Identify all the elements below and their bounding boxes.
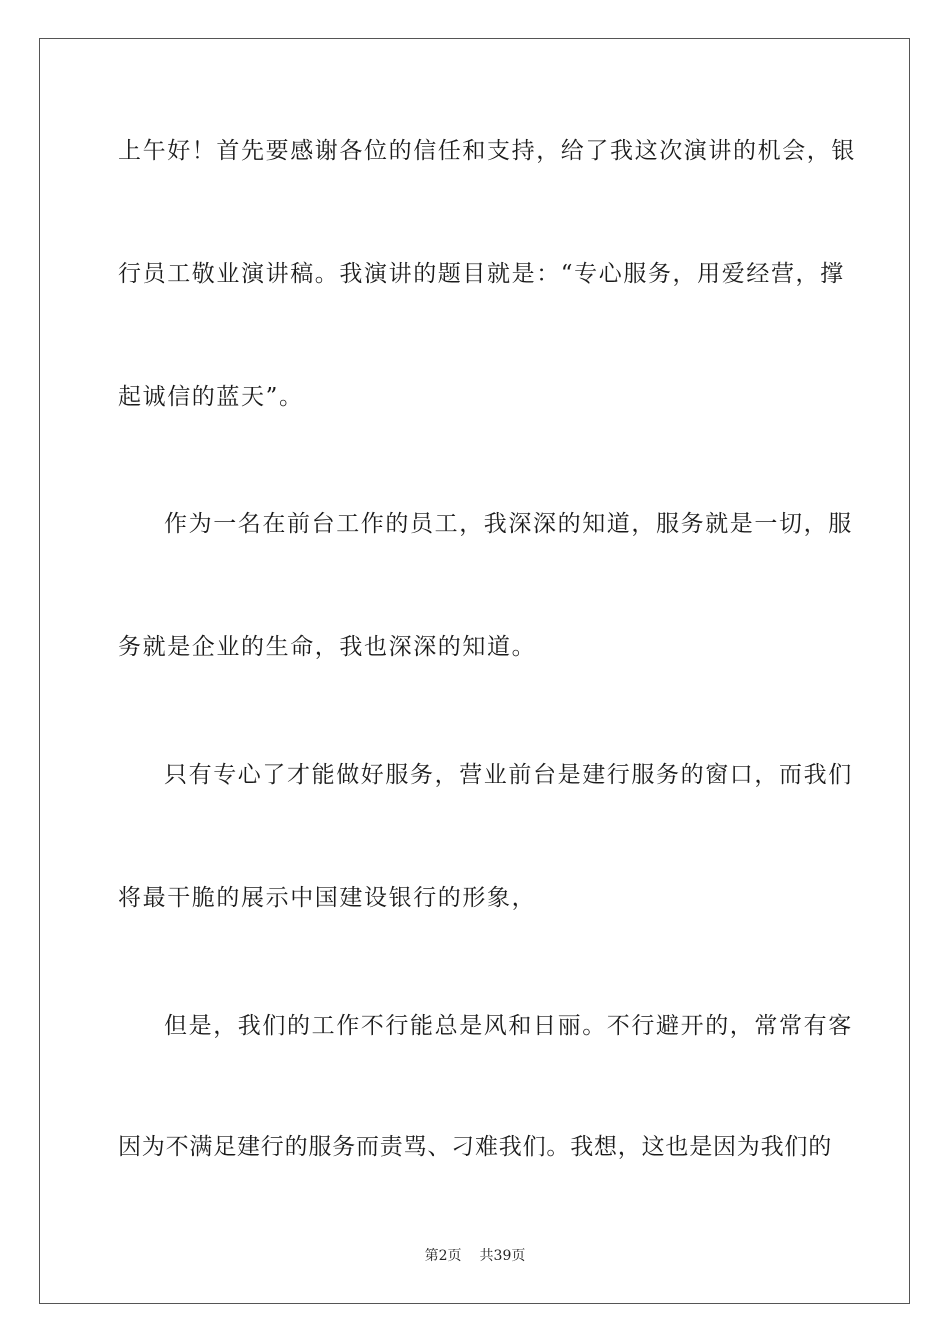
page-total: 共39页	[479, 1248, 526, 1264]
text-line-6: 只有专心了才能做好服务，营业前台是建行服务的窗口，而我们	[164, 762, 853, 788]
text-line-1: 上午好！首先要感谢各位的信任和支持，给了我这次演讲的机会，银	[118, 138, 856, 164]
text-line-5: 务就是企业的生命，我也深深的知道。	[118, 634, 537, 660]
text-line-4: 作为一名在前台工作的员工，我深深的知道，服务就是一切，服	[164, 511, 853, 537]
page-border	[39, 38, 910, 1304]
page-number: 第2页	[424, 1248, 462, 1264]
page-footer	[0, 1246, 950, 1266]
text-line-7: 将最干脆的展示中国建设银行的形象，	[118, 885, 537, 911]
text-line-3: 起诚信的蓝天”。	[118, 384, 304, 410]
text-line-8: 但是，我们的工作不行能总是风和日丽。不行避开的，常常有客	[164, 1013, 853, 1039]
text-line-9: 因为不满足建行的服务而责骂、刁难我们。我想，这也是因为我们的	[118, 1134, 832, 1160]
text-line-2: 行员工敬业演讲稿。我演讲的题目就是：“专心服务，用爱经营，撑	[118, 261, 845, 287]
